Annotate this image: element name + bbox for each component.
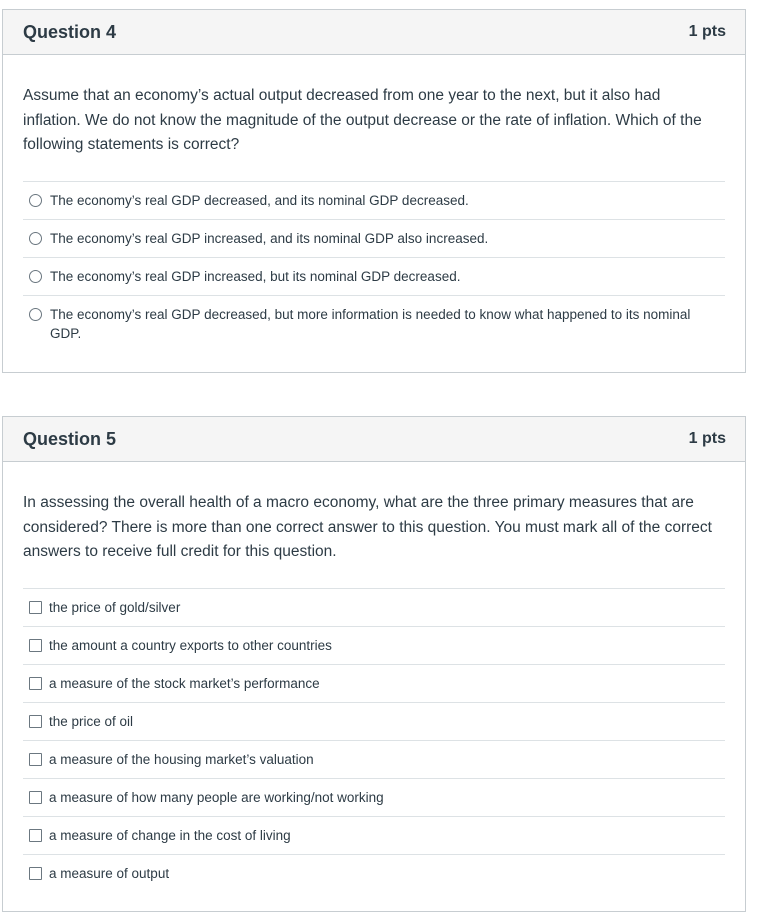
answer-label[interactable]: the amount a country exports to other countries <box>49 637 332 653</box>
radio-button[interactable] <box>29 270 42 283</box>
question-header <box>3 10 745 55</box>
checkbox[interactable] <box>29 867 42 880</box>
answer-option[interactable] <box>23 664 725 702</box>
radio-button[interactable] <box>29 232 42 245</box>
answer-option[interactable] <box>23 295 725 352</box>
answer-option[interactable] <box>23 626 725 664</box>
answer-label[interactable]: a measure of how many people are working/not working <box>49 789 384 805</box>
question-title: Question 4 <box>23 21 117 42</box>
question-4-card <box>2 9 746 373</box>
answer-label[interactable]: the price of gold/silver <box>49 599 181 615</box>
answer-option[interactable] <box>23 778 725 816</box>
question-title: Question 5 <box>23 428 117 449</box>
answer-label[interactable]: a measure of the housing market’s valuation <box>49 751 314 767</box>
answer-label[interactable]: The economy’s real GDP decreased, but more information is needed to know what happened to its nominal GDP. <box>50 306 691 341</box>
answer-option[interactable] <box>23 588 725 626</box>
checkbox[interactable] <box>29 715 42 728</box>
radio-button[interactable] <box>29 194 42 207</box>
answer-option[interactable] <box>23 219 725 257</box>
answer-label[interactable]: the price of oil <box>49 713 134 729</box>
answer-list <box>23 181 725 352</box>
checkbox[interactable] <box>29 753 42 766</box>
checkbox[interactable] <box>29 639 42 652</box>
question-points: 1 pts <box>688 23 726 40</box>
answer-label[interactable]: The economy’s real GDP decreased, and its nominal GDP decreased. <box>50 192 469 208</box>
checkbox[interactable] <box>29 677 42 690</box>
question-text: Assume that an economy’s actual output decreased from one year to the next, but it also had inflation. We do not know the magnitude of the output decrease or the rate of inflation. Which of the following statements is correct? <box>23 87 702 153</box>
question-points: 1 pts <box>688 430 726 447</box>
answer-label[interactable]: The economy’s real GDP increased, but its nominal GDP decreased. <box>50 268 461 284</box>
checkbox[interactable] <box>29 791 42 804</box>
question-body <box>3 55 745 352</box>
question-5-card <box>2 416 746 912</box>
answer-label[interactable]: a measure of the stock market’s performance <box>49 675 320 691</box>
question-body <box>3 462 745 892</box>
answer-label[interactable]: a measure of output <box>49 865 170 881</box>
checkbox[interactable] <box>29 601 42 614</box>
answer-label[interactable]: a measure of change in the cost of living <box>49 827 291 843</box>
answer-option[interactable] <box>23 740 725 778</box>
question-text: In assessing the overall health of a macro economy, what are the three primary measures that are considered? There is more than one correct answer to this question. You must mark all of the correct answers to receive full credit for this question. <box>23 494 712 560</box>
radio-button[interactable] <box>29 308 42 321</box>
answer-label[interactable]: The economy’s real GDP increased, and its nominal GDP also increased. <box>50 230 489 246</box>
question-header <box>3 417 745 462</box>
answer-option[interactable] <box>23 816 725 854</box>
answer-option[interactable] <box>23 702 725 740</box>
answer-option[interactable] <box>23 854 725 892</box>
answer-option[interactable] <box>23 257 725 295</box>
answer-option[interactable] <box>23 181 725 219</box>
answer-list <box>23 588 725 892</box>
checkbox[interactable] <box>29 829 42 842</box>
